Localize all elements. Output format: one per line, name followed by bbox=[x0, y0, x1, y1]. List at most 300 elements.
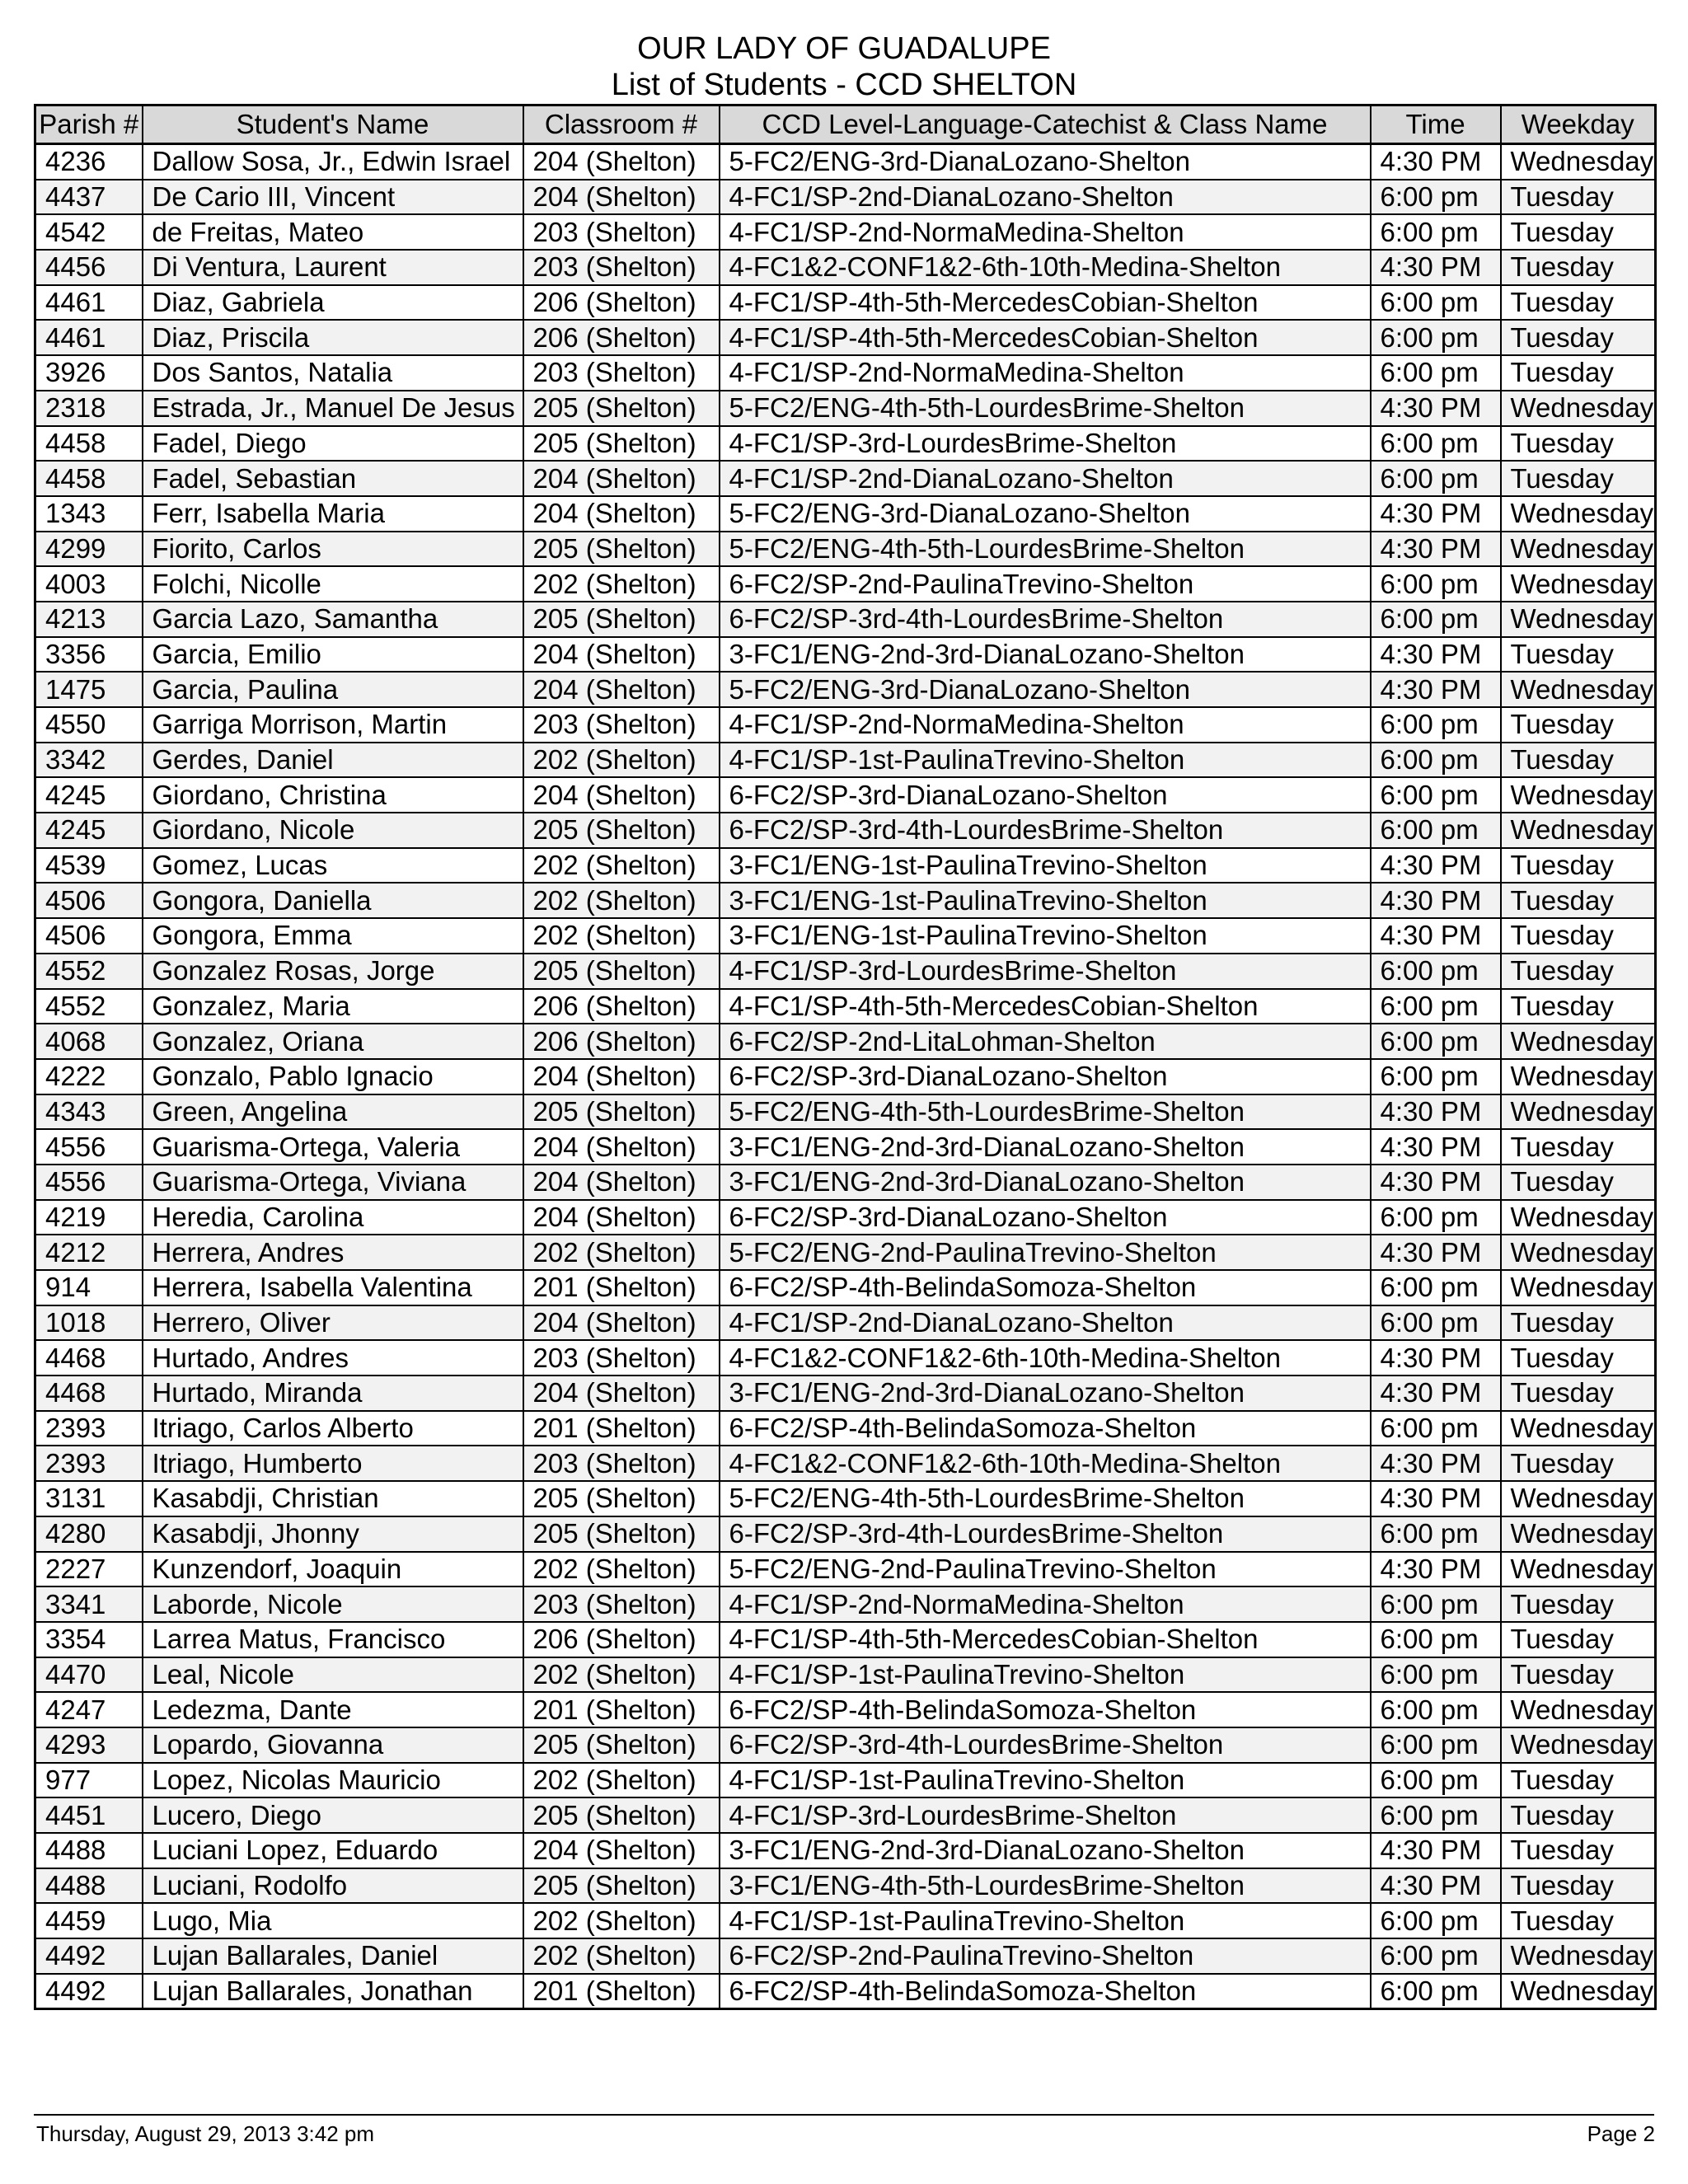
cell-classroom: 202 (Shelton) bbox=[523, 1938, 720, 1974]
cell-classroom: 204 (Shelton) bbox=[523, 1129, 720, 1165]
cell-ccd-level: 4-FC1/SP-2nd-NormaMedina-Shelton bbox=[720, 355, 1371, 391]
cell-weekday: Tuesday bbox=[1501, 1903, 1656, 1938]
cell-parish: 4458 bbox=[35, 461, 143, 496]
cell-classroom: 205 (Shelton) bbox=[523, 602, 720, 637]
cell-ccd-level: 4-FC1/SP-2nd-NormaMedina-Shelton bbox=[720, 214, 1371, 250]
cell-weekday: Tuesday bbox=[1501, 1833, 1656, 1868]
cell-student-name: Giordano, Nicole bbox=[143, 813, 523, 848]
cell-classroom: 204 (Shelton) bbox=[523, 1165, 720, 1200]
table-row bbox=[35, 1376, 1656, 1411]
cell-time: 6:00 pm bbox=[1371, 461, 1501, 496]
table-row bbox=[35, 918, 1656, 954]
table-row bbox=[35, 391, 1656, 426]
cell-parish: 4461 bbox=[35, 320, 143, 355]
cell-student-name: Guarisma-Ortega, Viviana bbox=[143, 1165, 523, 1200]
cell-time: 4:30 PM bbox=[1371, 1481, 1501, 1516]
cell-ccd-level: 4-FC1/SP-2nd-NormaMedina-Shelton bbox=[720, 1586, 1371, 1622]
cell-time: 6:00 pm bbox=[1371, 426, 1501, 462]
cell-time: 6:00 pm bbox=[1371, 777, 1501, 813]
cell-student-name: Lugo, Mia bbox=[143, 1903, 523, 1938]
cell-classroom: 204 (Shelton) bbox=[523, 777, 720, 813]
table-row bbox=[35, 1903, 1656, 1938]
cell-ccd-level: 3-FC1/ENG-2nd-3rd-DianaLozano-Shelton bbox=[720, 1165, 1371, 1200]
cell-weekday: Wednesday bbox=[1501, 1059, 1656, 1094]
cell-classroom: 202 (Shelton) bbox=[523, 1235, 720, 1270]
cell-ccd-level: 4-FC1&2-CONF1&2-6th-10th-Medina-Shelton bbox=[720, 250, 1371, 285]
cell-weekday: Tuesday bbox=[1501, 989, 1656, 1024]
cell-student-name: Lujan Ballarales, Daniel bbox=[143, 1938, 523, 1974]
cell-weekday: Tuesday bbox=[1501, 1657, 1656, 1693]
footer-divider bbox=[34, 2114, 1654, 2116]
cell-ccd-level: 3-FC1/ENG-2nd-3rd-DianaLozano-Shelton bbox=[720, 637, 1371, 673]
cell-weekday: Wednesday bbox=[1501, 1974, 1656, 2009]
cell-ccd-level: 4-FC1/SP-2nd-DianaLozano-Shelton bbox=[720, 1305, 1371, 1341]
cell-ccd-level: 6-FC2/SP-3rd-4th-LourdesBrime-Shelton bbox=[720, 1516, 1371, 1552]
cell-parish: 4222 bbox=[35, 1059, 143, 1094]
cell-parish: 4542 bbox=[35, 214, 143, 250]
cell-time: 6:00 pm bbox=[1371, 214, 1501, 250]
cell-time: 4:30 PM bbox=[1371, 1552, 1501, 1587]
cell-parish: 4456 bbox=[35, 250, 143, 285]
cell-ccd-level: 4-FC1/SP-1st-PaulinaTrevino-Shelton bbox=[720, 743, 1371, 778]
cell-time: 6:00 pm bbox=[1371, 1692, 1501, 1727]
cell-time: 6:00 pm bbox=[1371, 1727, 1501, 1763]
cell-ccd-level: 3-FC1/ENG-2nd-3rd-DianaLozano-Shelton bbox=[720, 1833, 1371, 1868]
cell-parish: 3354 bbox=[35, 1622, 143, 1657]
table-row bbox=[35, 1657, 1656, 1693]
cell-classroom: 204 (Shelton) bbox=[523, 496, 720, 532]
cell-ccd-level: 5-FC2/ENG-4th-5th-LourdesBrime-Shelton bbox=[720, 532, 1371, 567]
cell-weekday: Tuesday bbox=[1501, 707, 1656, 743]
cell-time: 6:00 pm bbox=[1371, 1516, 1501, 1552]
cell-classroom: 206 (Shelton) bbox=[523, 989, 720, 1024]
table-row bbox=[35, 1305, 1656, 1341]
cell-time: 6:00 pm bbox=[1371, 813, 1501, 848]
cell-time: 6:00 pm bbox=[1371, 1938, 1501, 1974]
cell-ccd-level: 4-FC1&2-CONF1&2-6th-10th-Medina-Shelton bbox=[720, 1340, 1371, 1376]
cell-parish: 914 bbox=[35, 1270, 143, 1305]
table-row bbox=[35, 1059, 1656, 1094]
cell-weekday: Wednesday bbox=[1501, 1200, 1656, 1235]
cell-weekday: Wednesday bbox=[1501, 1552, 1656, 1587]
cell-weekday: Wednesday bbox=[1501, 1411, 1656, 1446]
cell-ccd-level: 5-FC2/ENG-3rd-DianaLozano-Shelton bbox=[720, 144, 1371, 180]
cell-student-name: Gerdes, Daniel bbox=[143, 743, 523, 778]
cell-ccd-level: 5-FC2/ENG-3rd-DianaLozano-Shelton bbox=[720, 496, 1371, 532]
cell-time: 4:30 PM bbox=[1371, 1235, 1501, 1270]
cell-parish: 3356 bbox=[35, 637, 143, 673]
column-header-parish: Parish # bbox=[35, 105, 143, 144]
cell-weekday: Wednesday bbox=[1501, 1938, 1656, 1974]
cell-classroom: 205 (Shelton) bbox=[523, 813, 720, 848]
cell-classroom: 206 (Shelton) bbox=[523, 285, 720, 321]
cell-classroom: 203 (Shelton) bbox=[523, 250, 720, 285]
cell-weekday: Wednesday bbox=[1501, 1270, 1656, 1305]
cell-parish: 1018 bbox=[35, 1305, 143, 1341]
table-row bbox=[35, 1340, 1656, 1376]
cell-time: 6:00 pm bbox=[1371, 1657, 1501, 1693]
cell-classroom: 201 (Shelton) bbox=[523, 1692, 720, 1727]
cell-weekday: Tuesday bbox=[1501, 954, 1656, 989]
cell-weekday: Wednesday bbox=[1501, 813, 1656, 848]
cell-ccd-level: 6-FC2/SP-3rd-4th-LourdesBrime-Shelton bbox=[720, 1727, 1371, 1763]
cell-time: 4:30 PM bbox=[1371, 883, 1501, 918]
table-row bbox=[35, 1200, 1656, 1235]
cell-weekday: Tuesday bbox=[1501, 918, 1656, 954]
table-row bbox=[35, 532, 1656, 567]
cell-classroom: 205 (Shelton) bbox=[523, 1727, 720, 1763]
table-row bbox=[35, 1235, 1656, 1270]
table-row bbox=[35, 1797, 1656, 1833]
column-header-weekday: Weekday bbox=[1501, 105, 1656, 144]
cell-classroom: 205 (Shelton) bbox=[523, 1516, 720, 1552]
table-row bbox=[35, 1692, 1656, 1727]
cell-time: 6:00 pm bbox=[1371, 743, 1501, 778]
cell-parish: 4293 bbox=[35, 1727, 143, 1763]
table-row bbox=[35, 496, 1656, 532]
cell-classroom: 204 (Shelton) bbox=[523, 144, 720, 180]
cell-parish: 4488 bbox=[35, 1833, 143, 1868]
cell-parish: 4212 bbox=[35, 1235, 143, 1270]
table-row bbox=[35, 214, 1656, 250]
cell-classroom: 205 (Shelton) bbox=[523, 391, 720, 426]
cell-student-name: Guarisma-Ortega, Valeria bbox=[143, 1129, 523, 1165]
table-row bbox=[35, 1974, 1656, 2009]
cell-parish: 4280 bbox=[35, 1516, 143, 1552]
cell-parish: 2227 bbox=[35, 1552, 143, 1587]
cell-student-name: Green, Angelina bbox=[143, 1094, 523, 1130]
cell-weekday: Wednesday bbox=[1501, 566, 1656, 602]
cell-ccd-level: 3-FC1/ENG-2nd-3rd-DianaLozano-Shelton bbox=[720, 1376, 1371, 1411]
column-header-ccd-level: CCD Level-Language-Catechist & Class Name bbox=[720, 105, 1371, 144]
cell-parish: 4550 bbox=[35, 707, 143, 743]
table-row bbox=[35, 426, 1656, 462]
cell-parish: 4458 bbox=[35, 426, 143, 462]
cell-time: 6:00 pm bbox=[1371, 602, 1501, 637]
cell-weekday: Tuesday bbox=[1501, 1797, 1656, 1833]
cell-weekday: Tuesday bbox=[1501, 320, 1656, 355]
cell-time: 4:30 PM bbox=[1371, 250, 1501, 285]
cell-time: 4:30 PM bbox=[1371, 848, 1501, 883]
cell-classroom: 202 (Shelton) bbox=[523, 848, 720, 883]
cell-weekday: Tuesday bbox=[1501, 1376, 1656, 1411]
cell-weekday: Wednesday bbox=[1501, 1094, 1656, 1130]
cell-student-name: Ferr, Isabella Maria bbox=[143, 496, 523, 532]
cell-time: 4:30 PM bbox=[1371, 1833, 1501, 1868]
cell-ccd-level: 3-FC1/ENG-1st-PaulinaTrevino-Shelton bbox=[720, 918, 1371, 954]
cell-parish: 4552 bbox=[35, 989, 143, 1024]
cell-weekday: Wednesday bbox=[1501, 1024, 1656, 1059]
cell-ccd-level: 6-FC2/SP-3rd-DianaLozano-Shelton bbox=[720, 1200, 1371, 1235]
cell-parish: 3131 bbox=[35, 1481, 143, 1516]
cell-weekday: Wednesday bbox=[1501, 1516, 1656, 1552]
cell-student-name: Lopardo, Giovanna bbox=[143, 1727, 523, 1763]
cell-ccd-level: 4-FC1/SP-2nd-DianaLozano-Shelton bbox=[720, 461, 1371, 496]
cell-classroom: 203 (Shelton) bbox=[523, 707, 720, 743]
cell-time: 6:00 pm bbox=[1371, 1586, 1501, 1622]
table-row bbox=[35, 1411, 1656, 1446]
cell-ccd-level: 3-FC1/ENG-2nd-3rd-DianaLozano-Shelton bbox=[720, 1129, 1371, 1165]
cell-ccd-level: 6-FC2/SP-4th-BelindaSomoza-Shelton bbox=[720, 1411, 1371, 1446]
table-row bbox=[35, 1833, 1656, 1868]
cell-weekday: Tuesday bbox=[1501, 848, 1656, 883]
table-row bbox=[35, 1024, 1656, 1059]
cell-ccd-level: 6-FC2/SP-4th-BelindaSomoza-Shelton bbox=[720, 1974, 1371, 2009]
cell-ccd-level: 4-FC1/SP-4th-5th-MercedesCobian-Shelton bbox=[720, 1622, 1371, 1657]
cell-student-name: Hurtado, Miranda bbox=[143, 1376, 523, 1411]
cell-ccd-level: 6-FC2/SP-3rd-4th-LourdesBrime-Shelton bbox=[720, 602, 1371, 637]
cell-weekday: Tuesday bbox=[1501, 180, 1656, 215]
cell-classroom: 202 (Shelton) bbox=[523, 1657, 720, 1693]
cell-weekday: Wednesday bbox=[1501, 391, 1656, 426]
cell-time: 4:30 PM bbox=[1371, 1340, 1501, 1376]
cell-time: 6:00 pm bbox=[1371, 285, 1501, 321]
cell-weekday: Tuesday bbox=[1501, 1446, 1656, 1481]
cell-student-name: Luciani Lopez, Eduardo bbox=[143, 1833, 523, 1868]
cell-parish: 4468 bbox=[35, 1376, 143, 1411]
document-subtitle: List of Students - CCD SHELTON bbox=[611, 68, 1077, 102]
cell-time: 4:30 PM bbox=[1371, 1165, 1501, 1200]
cell-time: 6:00 pm bbox=[1371, 566, 1501, 602]
cell-student-name: Gongora, Daniella bbox=[143, 883, 523, 918]
table-row bbox=[35, 1868, 1656, 1904]
cell-classroom: 202 (Shelton) bbox=[523, 1763, 720, 1798]
cell-parish: 1475 bbox=[35, 672, 143, 707]
cell-time: 6:00 pm bbox=[1371, 707, 1501, 743]
cell-classroom: 202 (Shelton) bbox=[523, 1903, 720, 1938]
cell-student-name: Garriga Morrison, Martin bbox=[143, 707, 523, 743]
cell-weekday: Tuesday bbox=[1501, 461, 1656, 496]
table-row bbox=[35, 1622, 1656, 1657]
cell-ccd-level: 5-FC2/ENG-4th-5th-LourdesBrime-Shelton bbox=[720, 391, 1371, 426]
cell-ccd-level: 5-FC2/ENG-4th-5th-LourdesBrime-Shelton bbox=[720, 1094, 1371, 1130]
cell-student-name: Gomez, Lucas bbox=[143, 848, 523, 883]
cell-weekday: Tuesday bbox=[1501, 1305, 1656, 1341]
cell-time: 6:00 pm bbox=[1371, 1024, 1501, 1059]
cell-time: 4:30 PM bbox=[1371, 1446, 1501, 1481]
cell-parish: 4299 bbox=[35, 532, 143, 567]
cell-student-name: Lujan Ballarales, Jonathan bbox=[143, 1974, 523, 2009]
cell-weekday: Wednesday bbox=[1501, 602, 1656, 637]
cell-weekday: Tuesday bbox=[1501, 883, 1656, 918]
cell-ccd-level: 4-FC1/SP-3rd-LourdesBrime-Shelton bbox=[720, 426, 1371, 462]
table-row bbox=[35, 320, 1656, 355]
cell-parish: 4247 bbox=[35, 1692, 143, 1727]
cell-time: 4:30 PM bbox=[1371, 496, 1501, 532]
cell-weekday: Tuesday bbox=[1501, 285, 1656, 321]
cell-time: 6:00 pm bbox=[1371, 1763, 1501, 1798]
cell-student-name: Dos Santos, Natalia bbox=[143, 355, 523, 391]
table-row bbox=[35, 672, 1656, 707]
cell-ccd-level: 5-FC2/ENG-3rd-DianaLozano-Shelton bbox=[720, 672, 1371, 707]
cell-classroom: 204 (Shelton) bbox=[523, 672, 720, 707]
cell-ccd-level: 4-FC1/SP-4th-5th-MercedesCobian-Shelton bbox=[720, 320, 1371, 355]
cell-student-name: Diaz, Gabriela bbox=[143, 285, 523, 321]
cell-classroom: 205 (Shelton) bbox=[523, 954, 720, 989]
table-row bbox=[35, 1586, 1656, 1622]
table-row bbox=[35, 1446, 1656, 1481]
cell-parish: 3342 bbox=[35, 743, 143, 778]
cell-parish: 4556 bbox=[35, 1165, 143, 1200]
cell-classroom: 205 (Shelton) bbox=[523, 1481, 720, 1516]
cell-parish: 4468 bbox=[35, 1340, 143, 1376]
cell-student-name: Fiorito, Carlos bbox=[143, 532, 523, 567]
cell-parish: 4506 bbox=[35, 918, 143, 954]
cell-ccd-level: 4-FC1/SP-4th-5th-MercedesCobian-Shelton bbox=[720, 989, 1371, 1024]
cell-ccd-level: 5-FC2/ENG-2nd-PaulinaTrevino-Shelton bbox=[720, 1235, 1371, 1270]
cell-ccd-level: 6-FC2/SP-3rd-DianaLozano-Shelton bbox=[720, 777, 1371, 813]
cell-student-name: Kasabdji, Jhonny bbox=[143, 1516, 523, 1552]
table-row bbox=[35, 1552, 1656, 1587]
cell-ccd-level: 6-FC2/SP-2nd-LitaLohman-Shelton bbox=[720, 1024, 1371, 1059]
cell-ccd-level: 4-FC1/SP-2nd-DianaLozano-Shelton bbox=[720, 180, 1371, 215]
cell-classroom: 204 (Shelton) bbox=[523, 180, 720, 215]
cell-student-name: Gonzalo, Pablo Ignacio bbox=[143, 1059, 523, 1094]
cell-classroom: 205 (Shelton) bbox=[523, 1797, 720, 1833]
table-row bbox=[35, 777, 1656, 813]
cell-student-name: Leal, Nicole bbox=[143, 1657, 523, 1693]
cell-parish: 977 bbox=[35, 1763, 143, 1798]
cell-weekday: Wednesday bbox=[1501, 144, 1656, 180]
cell-student-name: Gonzalez, Oriana bbox=[143, 1024, 523, 1059]
cell-ccd-level: 6-FC2/SP-3rd-DianaLozano-Shelton bbox=[720, 1059, 1371, 1094]
cell-student-name: Fadel, Diego bbox=[143, 426, 523, 462]
table-row bbox=[35, 250, 1656, 285]
cell-student-name: Gongora, Emma bbox=[143, 918, 523, 954]
cell-student-name: Gonzalez, Maria bbox=[143, 989, 523, 1024]
cell-student-name: de Freitas, Mateo bbox=[143, 214, 523, 250]
cell-time: 4:30 PM bbox=[1371, 1376, 1501, 1411]
cell-student-name: Itriago, Carlos Alberto bbox=[143, 1411, 523, 1446]
cell-weekday: Tuesday bbox=[1501, 743, 1656, 778]
cell-time: 4:30 PM bbox=[1371, 1094, 1501, 1130]
cell-student-name: Laborde, Nicole bbox=[143, 1586, 523, 1622]
cell-classroom: 206 (Shelton) bbox=[523, 320, 720, 355]
cell-student-name: Di Ventura, Laurent bbox=[143, 250, 523, 285]
cell-weekday: Wednesday bbox=[1501, 672, 1656, 707]
cell-weekday: Wednesday bbox=[1501, 1692, 1656, 1727]
cell-time: 4:30 PM bbox=[1371, 672, 1501, 707]
cell-ccd-level: 4-FC1&2-CONF1&2-6th-10th-Medina-Shelton bbox=[720, 1446, 1371, 1481]
cell-student-name: Kunzendorf, Joaquin bbox=[143, 1552, 523, 1587]
cell-time: 4:30 PM bbox=[1371, 1129, 1501, 1165]
table-row bbox=[35, 1938, 1656, 1974]
cell-student-name: Herrero, Oliver bbox=[143, 1305, 523, 1341]
cell-ccd-level: 6-FC2/SP-2nd-PaulinaTrevino-Shelton bbox=[720, 1938, 1371, 1974]
cell-parish: 4459 bbox=[35, 1903, 143, 1938]
cell-classroom: 202 (Shelton) bbox=[523, 918, 720, 954]
cell-classroom: 203 (Shelton) bbox=[523, 1446, 720, 1481]
table-row bbox=[35, 637, 1656, 673]
cell-parish: 4552 bbox=[35, 954, 143, 989]
print-timestamp: Thursday, August 29, 2013 3:42 pm bbox=[36, 2121, 375, 2146]
cell-classroom: 206 (Shelton) bbox=[523, 1024, 720, 1059]
table-row bbox=[35, 1270, 1656, 1305]
cell-classroom: 205 (Shelton) bbox=[523, 426, 720, 462]
cell-student-name: Herrera, Isabella Valentina bbox=[143, 1270, 523, 1305]
cell-weekday: Tuesday bbox=[1501, 250, 1656, 285]
cell-student-name: Lopez, Nicolas Mauricio bbox=[143, 1763, 523, 1798]
cell-parish: 1343 bbox=[35, 496, 143, 532]
cell-weekday: Tuesday bbox=[1501, 637, 1656, 673]
document-title: OUR LADY OF GUADALUPE bbox=[637, 31, 1051, 66]
cell-time: 6:00 pm bbox=[1371, 1305, 1501, 1341]
cell-student-name: Garcia Lazo, Samantha bbox=[143, 602, 523, 637]
cell-time: 6:00 pm bbox=[1371, 355, 1501, 391]
cell-weekday: Tuesday bbox=[1501, 1868, 1656, 1904]
table-row bbox=[35, 1094, 1656, 1130]
table-row bbox=[35, 707, 1656, 743]
cell-time: 6:00 pm bbox=[1371, 1200, 1501, 1235]
table-row bbox=[35, 355, 1656, 391]
cell-time: 6:00 pm bbox=[1371, 1411, 1501, 1446]
cell-weekday: Tuesday bbox=[1501, 1340, 1656, 1376]
cell-ccd-level: 6-FC2/SP-4th-BelindaSomoza-Shelton bbox=[720, 1692, 1371, 1727]
cell-parish: 4068 bbox=[35, 1024, 143, 1059]
cell-student-name: Hurtado, Andres bbox=[143, 1340, 523, 1376]
cell-student-name: Garcia, Paulina bbox=[143, 672, 523, 707]
cell-parish: 4003 bbox=[35, 566, 143, 602]
cell-time: 6:00 pm bbox=[1371, 1622, 1501, 1657]
cell-weekday: Tuesday bbox=[1501, 1129, 1656, 1165]
cell-student-name: Lucero, Diego bbox=[143, 1797, 523, 1833]
table-row bbox=[35, 1129, 1656, 1165]
cell-weekday: Wednesday bbox=[1501, 532, 1656, 567]
cell-weekday: Tuesday bbox=[1501, 355, 1656, 391]
cell-classroom: 203 (Shelton) bbox=[523, 355, 720, 391]
cell-student-name: Dallow Sosa, Jr., Edwin Israel bbox=[143, 144, 523, 180]
cell-parish: 4213 bbox=[35, 602, 143, 637]
cell-time: 6:00 pm bbox=[1371, 954, 1501, 989]
cell-parish: 3926 bbox=[35, 355, 143, 391]
cell-ccd-level: 6-FC2/SP-4th-BelindaSomoza-Shelton bbox=[720, 1270, 1371, 1305]
cell-classroom: 204 (Shelton) bbox=[523, 1059, 720, 1094]
cell-classroom: 202 (Shelton) bbox=[523, 566, 720, 602]
cell-student-name: Heredia, Carolina bbox=[143, 1200, 523, 1235]
cell-ccd-level: 4-FC1/SP-3rd-LourdesBrime-Shelton bbox=[720, 1797, 1371, 1833]
cell-classroom: 203 (Shelton) bbox=[523, 1586, 720, 1622]
cell-ccd-level: 4-FC1/SP-1st-PaulinaTrevino-Shelton bbox=[720, 1903, 1371, 1938]
cell-classroom: 204 (Shelton) bbox=[523, 1200, 720, 1235]
cell-time: 6:00 pm bbox=[1371, 180, 1501, 215]
cell-student-name: Kasabdji, Christian bbox=[143, 1481, 523, 1516]
cell-ccd-level: 6-FC2/SP-2nd-PaulinaTrevino-Shelton bbox=[720, 566, 1371, 602]
cell-weekday: Tuesday bbox=[1501, 214, 1656, 250]
cell-student-name: Estrada, Jr., Manuel De Jesus bbox=[143, 391, 523, 426]
cell-parish: 4506 bbox=[35, 883, 143, 918]
cell-time: 4:30 PM bbox=[1371, 1868, 1501, 1904]
cell-student-name: Ledezma, Dante bbox=[143, 1692, 523, 1727]
table-row bbox=[35, 813, 1656, 848]
cell-student-name: De Cario III, Vincent bbox=[143, 180, 523, 215]
cell-ccd-level: 5-FC2/ENG-2nd-PaulinaTrevino-Shelton bbox=[720, 1552, 1371, 1587]
cell-classroom: 204 (Shelton) bbox=[523, 1376, 720, 1411]
table-header-row bbox=[35, 105, 1656, 144]
table-row bbox=[35, 989, 1656, 1024]
cell-weekday: Tuesday bbox=[1501, 1763, 1656, 1798]
cell-classroom: 204 (Shelton) bbox=[523, 637, 720, 673]
column-header-classroom: Classroom # bbox=[523, 105, 720, 144]
table-row bbox=[35, 461, 1656, 496]
cell-time: 6:00 pm bbox=[1371, 1797, 1501, 1833]
cell-classroom: 206 (Shelton) bbox=[523, 1622, 720, 1657]
cell-time: 4:30 PM bbox=[1371, 637, 1501, 673]
cell-parish: 2393 bbox=[35, 1446, 143, 1481]
cell-parish: 4343 bbox=[35, 1094, 143, 1130]
cell-parish: 2393 bbox=[35, 1411, 143, 1446]
cell-parish: 4488 bbox=[35, 1868, 143, 1904]
cell-student-name: Gonzalez Rosas, Jorge bbox=[143, 954, 523, 989]
